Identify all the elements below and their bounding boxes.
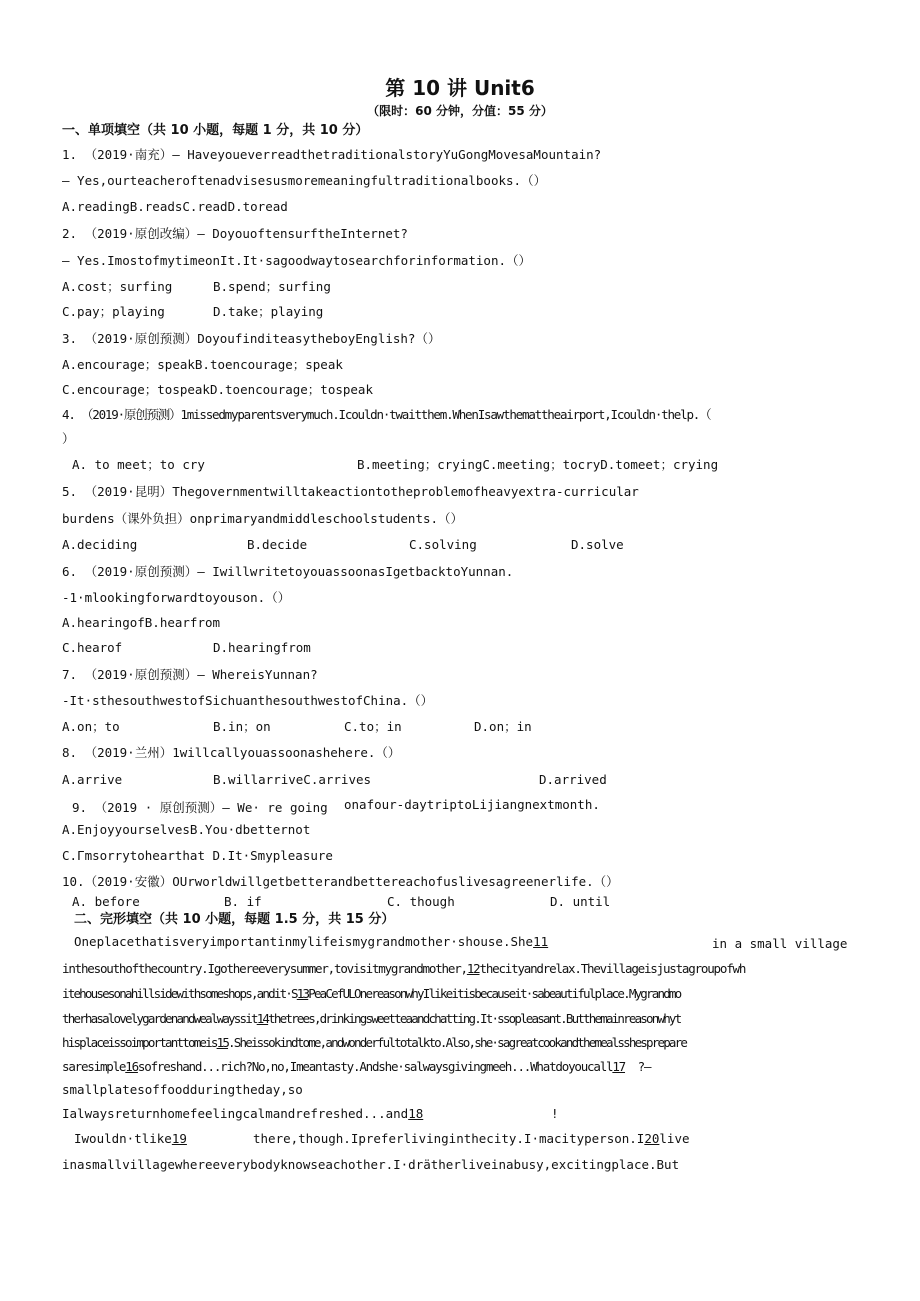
question-5-option-c: C.solving <box>409 537 477 552</box>
question-3-options-ab: A.encourage；speakB.toencourage；speak <box>62 357 343 372</box>
passage-line-2 <box>62 960 745 978</box>
passage-text: Oneplacethatisveryimportantinmylifeismygrandmother·shouse.She <box>74 934 534 949</box>
question-8-option-a: A.arrive <box>62 772 123 787</box>
question-2-option-c: C.pay；playing <box>62 304 165 319</box>
question-4-paren: ） <box>62 431 75 446</box>
question-2-response: — Yes.ImostofmytimeonIt.It·sagoodwaytosearchforinformation.（） <box>62 253 532 268</box>
passage-line-1-end: in a small village <box>712 936 848 951</box>
question-7-option-b: B.in；on <box>213 719 271 734</box>
passage-text: thecityandrelax.Thevillageisjustagroupofwh <box>479 961 746 976</box>
passage-line-10: inasmallvillagewhereeverybodyknowseachother.I·drätherliveinabusy,excitingplace.But <box>62 1157 680 1172</box>
blank-11: 11 <box>533 934 549 949</box>
passage-line-4 <box>62 1010 680 1028</box>
question-1-response: — Yes,ourteacheroftenadvisesusmoremeaningfultraditionalbooks.（） <box>62 173 547 188</box>
passage-line-9 <box>253 1130 690 1148</box>
section-heading-cloze: 二、完形填空（共 10 小题，每题 1.5 分，共 15 分） <box>74 912 395 927</box>
question-2-option-a: A.cost；surfing <box>62 279 173 294</box>
question-7-option-c: C.to；in <box>344 719 402 734</box>
passage-line-7: smallplatesoffoodduringtheday,so <box>62 1082 303 1097</box>
question-4-options-bcd: B.meeting；cryingC.meeting；tocryD.tomeet；crying <box>357 457 719 472</box>
question-8-option-d: D.arrived <box>539 772 607 787</box>
question-5-option-d: D.solve <box>571 537 624 552</box>
passage-text: thetrees,drinkingsweetteaandchatting.It·ssopleasant.Butthemainreasonwhyt <box>268 1011 681 1026</box>
blank-17: 17 <box>612 1059 626 1074</box>
passage-text: PeaCefULOnereasonwhyIlikeitisbecauseit·sabeautifulplace.Mygrandmo <box>308 986 681 1001</box>
passage-text: therhasalovelygardenandwealwayssit <box>62 1011 257 1026</box>
question-3-options-cd: C.encourage；tospeakD.toencourage；tospeak <box>62 382 373 397</box>
question-9-options-ab: A.EnjoyyourselvesB.You·dbetternot <box>62 822 311 837</box>
page-title: 第 10 讲 Unit6 <box>385 76 535 100</box>
passage-line-1 <box>74 933 548 951</box>
passage-line-9-start <box>74 1130 187 1148</box>
question-10-option-b: B. if <box>224 894 262 909</box>
question-3-stem: 3. （2019·原创预测）DoyoufinditeasytheboyEnglish?（） <box>62 331 441 346</box>
question-4-option-a: A. to meet；to cry <box>72 457 205 472</box>
question-9-options-cd: C.Γmsorrytohearthat D.It·Smypleasure <box>62 848 333 863</box>
question-6-options-ab: A.hearingofB.hearfrom <box>62 615 221 630</box>
blank-14: 14 <box>256 1011 269 1026</box>
blank-15: 15 <box>216 1035 229 1050</box>
passage-line-8-end: ! <box>551 1106 559 1121</box>
question-6-option-d: D.hearingfrom <box>213 640 311 655</box>
passage-text: Iwouldn·tlike <box>74 1131 172 1146</box>
passage-text: ?— <box>637 1059 651 1074</box>
question-4-stem: 4. （2019·原创预测）1missedmyparentsverymuch.Icouldn·twaitthem.WhenIsawthemattheairport,Icouldn·thelp.（ <box>62 407 711 422</box>
blank-18: 18 <box>408 1106 424 1121</box>
question-2-stem: 2. （2019·原创改编）— DoyouoftensurftheInternet? <box>62 226 408 241</box>
passage-text: hisplaceissoimportanttomeis <box>62 1035 217 1050</box>
question-7-option-d: D.on；in <box>474 719 532 734</box>
question-6-response: -1·mlookingforwardtoyouson.（） <box>62 590 291 605</box>
question-10-option-a: A. before <box>72 894 140 909</box>
blank-20: 20 <box>644 1131 660 1146</box>
question-8-options-bc: B.willarriveC.arrives <box>213 772 372 787</box>
question-5-stem-cont: burdens（课外负担）onprimaryandmiddleschoolstudents.（） <box>62 511 464 526</box>
question-9-stem-cont: onafour-daytriptoLijiangnextmonth. <box>344 797 600 812</box>
question-8-stem: 8. （2019·兰州）1willcallyouassoonashehere.（） <box>62 745 401 760</box>
passage-line-8 <box>62 1105 423 1123</box>
passage-text: .Sheissokindtome,andwonderfultotalkto.Also,she·sagreatcookandthemealsshesprepare <box>228 1035 687 1050</box>
passage-text: live <box>659 1131 690 1146</box>
blank-12: 12 <box>466 961 480 976</box>
question-5-option-b: B.decide <box>247 537 308 552</box>
passage-text: saresimple <box>62 1059 126 1074</box>
question-2-option-b: B.spend；surfing <box>213 279 331 294</box>
question-7-response: -It·sthesouthwestofSichuanthesouthwestofChina.（） <box>62 693 434 708</box>
page-subtitle: （限时：60 分钟，分值：55 分） <box>367 104 553 118</box>
blank-13: 13 <box>296 986 309 1001</box>
question-10-stem: 10.（2019·安徽）OUrworldwillgetbetterandbettereachofuslivesagreenerlife.（） <box>62 874 619 889</box>
question-5-stem: 5. （2019·昆明）Thegovernmentwilltakeactiontotheproblemofheavyextra-curricular <box>62 484 639 499</box>
passage-line-5 <box>62 1034 686 1052</box>
blank-16: 16 <box>125 1059 138 1074</box>
blank-19: 19 <box>171 1131 187 1146</box>
question-10-option-d: D. until <box>550 894 611 909</box>
passage-text: itehousesonahillsidewithsomeshops,andit·S <box>62 986 297 1001</box>
question-7-option-a: A.on；to <box>62 719 120 734</box>
question-7-stem: 7. （2019·原创预测）— WhereisYunnan? <box>62 667 318 682</box>
question-10-option-c: C. though <box>387 894 455 909</box>
question-9-stem: 9. （2019 · 原创预测）— We· re going <box>72 800 328 815</box>
question-6-stem: 6. （2019·原创预测）— IwillwritetoyouassoonasIgetbacktoYunnan. <box>62 564 514 579</box>
passage-text: there,though.Ipreferlivinginthecity.I·macityperson.I <box>253 1131 645 1146</box>
passage-text: sofreshand...rich?No,no,Imeantasty.Andshe·salwaysgivingmeeh...Whatdoyoucall <box>137 1059 613 1074</box>
passage-line-3 <box>62 985 680 1003</box>
question-6-option-c: C.hearof <box>62 640 123 655</box>
question-1-options: A.readingB.readsC.readD.toread <box>62 199 288 214</box>
passage-line-6 <box>62 1058 650 1076</box>
question-2-option-d: D.take；playing <box>213 304 324 319</box>
section-heading-multiple-choice: 一、单项填空（共 10 小题，每题 1 分，共 10 分） <box>62 123 369 138</box>
question-1-stem: 1. （2019·南充）— HaveyoueverreadthetraditionalstoryYuGongMovesaMountain? <box>62 147 602 162</box>
passage-text: inthesouthofthecountry.Igothereeverysummer,tovisitmygrandmother, <box>62 961 467 976</box>
question-5-option-a: A.deciding <box>62 537 138 552</box>
passage-text: Ialwaysreturnhomefeelingcalmandrefreshed...and <box>62 1106 409 1121</box>
